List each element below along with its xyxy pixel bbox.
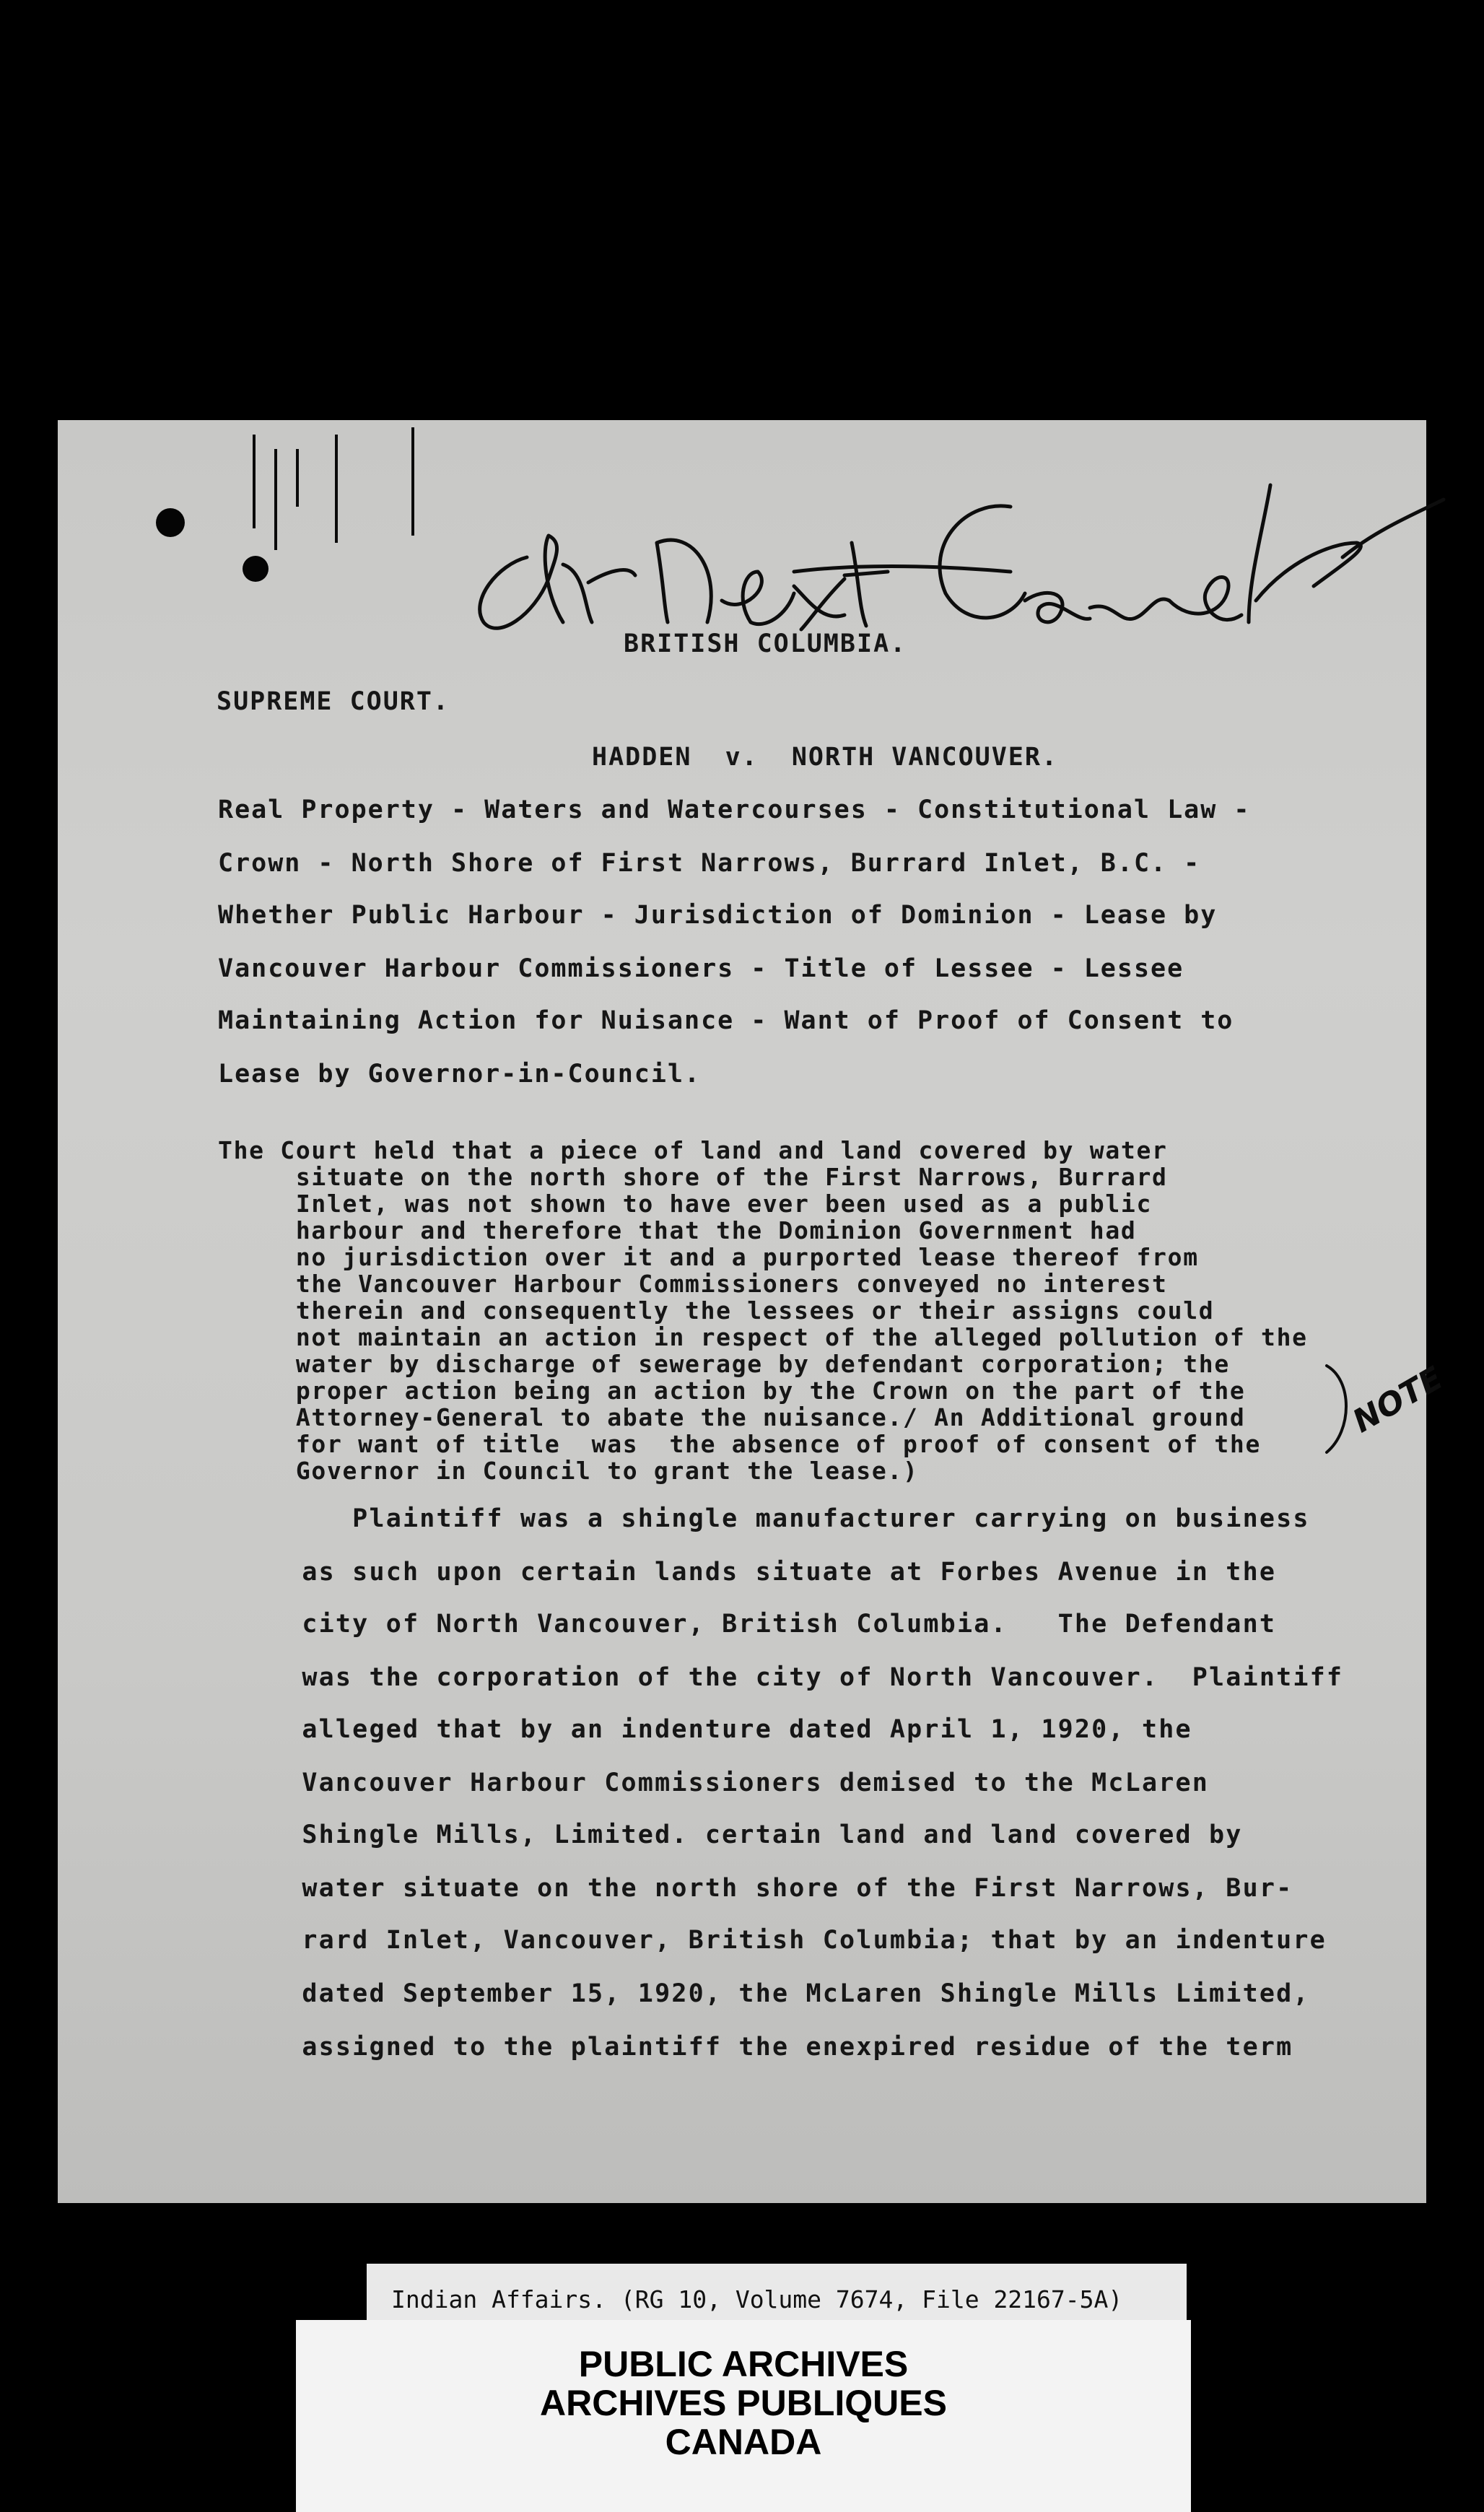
body-line: alleged that by an indenture dated April 1, 1920, the: [218, 1715, 1192, 1744]
headnote-line: Attorney-General to abate the nuisance./ An Additional ground: [218, 1403, 1246, 1431]
headnote-line: not maintain an action in respect of the alleged pollution of the: [218, 1323, 1308, 1351]
archive-stamp-line: CANADA: [665, 2422, 822, 2462]
margin-mark: [411, 427, 414, 536]
court-heading: SUPREME COURT.: [217, 687, 450, 716]
margin-mark: [296, 449, 299, 507]
headnote-line: no jurisdiction over it and a purported lease thereof from: [218, 1243, 1199, 1271]
document-page: [58, 420, 1449, 2203]
headnote-line: proper action being an action by the Crown on the part of the: [218, 1377, 1246, 1405]
archive-stamp-line: PUBLIC ARCHIVES: [578, 2344, 909, 2384]
headnote-line: water by discharge of sewerage by defendant corporation; the: [218, 1350, 1230, 1378]
body-line: Shingle Mills, Limited. certain land and land covered by: [218, 1820, 1243, 1849]
margin-mark: [253, 435, 256, 528]
margin-note: NOTE: [1346, 1359, 1449, 1441]
case-title: HADDEN v. NORTH VANCOUVER.: [592, 743, 1059, 772]
archive-stamp: [296, 2320, 1191, 2512]
subject-line: Vancouver Harbour Commissioners - Title of Lessee - Lessee: [218, 954, 1184, 983]
body-line: Plaintiff was a shingle manufacturer carrying on business: [218, 1504, 1310, 1533]
headnote-line: The Court held that a piece of land and land covered by water: [218, 1136, 1168, 1164]
margin-mark: [335, 435, 338, 543]
body-line: dated September 15, 1920, the McLaren Shingle Mills Limited,: [218, 1979, 1310, 2008]
subject-line: Crown - North Shore of First Narrows, Burrard Inlet, B.C. -: [218, 849, 1201, 878]
punch-hole: [243, 556, 269, 582]
province-heading: BRITISH COLUMBIA.: [624, 629, 907, 658]
margin-note-bracket: [1324, 1351, 1454, 1460]
headnote-line: for want of title was the absence of proof of consent of the: [218, 1430, 1262, 1458]
headnote-line: situate on the north shore of the First Narrows, Burrard: [218, 1163, 1168, 1191]
margin-mark: [274, 449, 277, 550]
handwritten-signature: [419, 456, 1472, 658]
body-line: as such upon certain lands situate at Forbes Avenue in the: [218, 1558, 1277, 1587]
body-line: rard Inlet, Vancouver, British Columbia; that by an indenture: [218, 1926, 1327, 1955]
body-line: water situate on the north shore of the First Narrows, Bur-: [218, 1874, 1293, 1903]
subject-line: Lease by Governor-in-Council.: [218, 1060, 702, 1089]
body-line: was the corporation of the city of North Vancouver. Plaintiff: [218, 1663, 1344, 1692]
body-line: city of North Vancouver, British Columbia. The Defendant: [218, 1610, 1277, 1639]
headnote-line: harbour and therefore that the Dominion Government had: [218, 1216, 1137, 1244]
body-line: Vancouver Harbour Commissioners demised to the McLaren: [218, 1769, 1210, 1797]
body-line: assigned to the plaintiff the enexpired residue of the term: [218, 2033, 1293, 2062]
headnote-line: therein and consequently the lessees or their assigns could: [218, 1296, 1215, 1325]
archive-stamp-line: ARCHIVES PUBLIQUES: [540, 2383, 947, 2423]
headnote-line: Governor in Council to grant the lease.): [218, 1457, 919, 1485]
headnote-line: the Vancouver Harbour Commissioners conveyed no interest: [218, 1270, 1168, 1298]
headnote-line: Inlet, was not shown to have ever been used as a public: [218, 1190, 1153, 1218]
archive-reference-label: Indian Affairs. (RG 10, Volume 7674, File 22167-5A): [367, 2264, 1187, 2336]
subject-line: Whether Public Harbour - Jurisdiction of Dominion - Lease by: [218, 901, 1218, 930]
subject-line: Maintaining Action for Nuisance - Want of Proof of Consent to: [218, 1006, 1234, 1035]
punch-hole: [156, 508, 185, 537]
subject-line: Real Property - Waters and Watercourses - Constitutional Law -: [218, 795, 1251, 824]
